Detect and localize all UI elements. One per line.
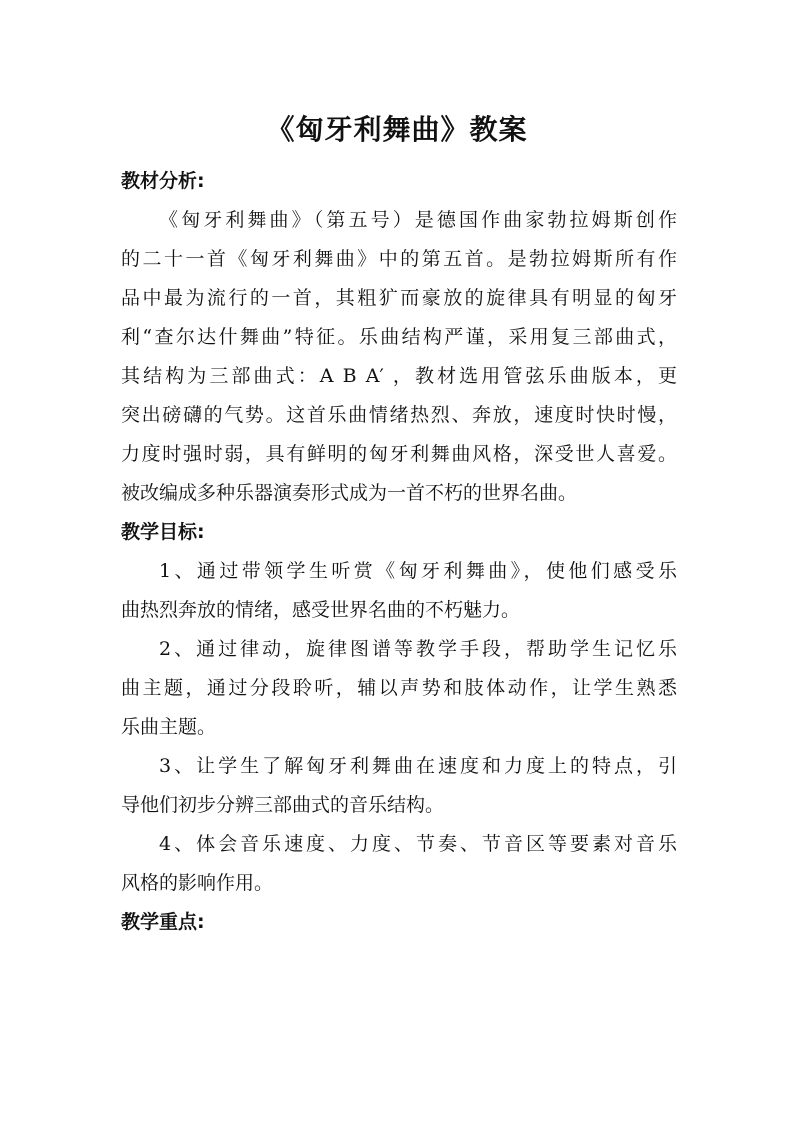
objective-item-4 bbox=[121, 825, 677, 903]
paragraph-line: 利“查尔达什舞曲”特征。乐曲结构严谨，采用复三部曲式， bbox=[121, 326, 677, 348]
section-heading-objectives: 教学目标: bbox=[121, 521, 205, 543]
paragraph-line: 1、通过带领学生听赏《匈牙利舞曲》，使他们感受乐 bbox=[159, 560, 677, 582]
paragraph-line: 乐曲主题。 bbox=[121, 716, 217, 738]
paragraph-line: 3、让学生了解匈牙利舞曲在速度和力度上的特点，引 bbox=[159, 755, 677, 777]
paragraph-line: 的二十一首《匈牙利舞曲》中的第五首。是勃拉姆斯所有作 bbox=[121, 248, 677, 270]
paragraph-line: 曲热烈奔放的情绪，感受世界名曲的不朽魅力。 bbox=[121, 599, 521, 621]
document-body bbox=[121, 162, 677, 942]
objective-item-2 bbox=[121, 630, 677, 747]
section-heading-key-points: 教学重点: bbox=[121, 911, 205, 933]
paragraph-line: 曲主题，通过分段聆听，辅以声势和肢体动作，让学生熟悉 bbox=[121, 677, 677, 699]
paragraph-analysis bbox=[121, 201, 677, 513]
paragraph-line: 《匈牙利舞曲》（第五号）是德国作曲家勃拉姆斯创作 bbox=[159, 209, 677, 231]
section-heading-analysis: 教材分析: bbox=[121, 170, 205, 192]
objective-item-3 bbox=[121, 747, 677, 825]
paragraph-line: 其结构为三部曲式：A B A′ ，教材选用管弦乐曲版本，更 bbox=[121, 365, 677, 387]
paragraph-line: 风格的影响作用。 bbox=[121, 872, 274, 894]
paragraph-line: 4、体会音乐速度、力度、节奏、节音区等要素对音乐 bbox=[159, 833, 677, 855]
paragraph-line: 2、通过律动，旋律图谱等教学手段，帮助学生记忆乐 bbox=[159, 638, 677, 660]
page-title: 《匈牙利舞曲》教案 bbox=[266, 113, 528, 146]
objective-item-1 bbox=[121, 552, 677, 630]
paragraph-line: 力度时强时弱，具有鲜明的匈牙利舞曲风格，深受世人喜爱。 bbox=[121, 443, 677, 465]
paragraph-line: 导他们初步分辨三部曲式的音乐结构。 bbox=[121, 794, 445, 816]
paragraph-line: 被改编成多种乐器演奏形式成为一首不朽的世界名曲。 bbox=[121, 482, 578, 504]
paragraph-line: 突出磅礴的气势。这首乐曲情绪热烈、奔放，速度时快时慢， bbox=[121, 404, 677, 426]
paragraph-line: 品中最为流行的一首，其粗犷而豪放的旋律具有明显的匈牙 bbox=[121, 287, 677, 309]
